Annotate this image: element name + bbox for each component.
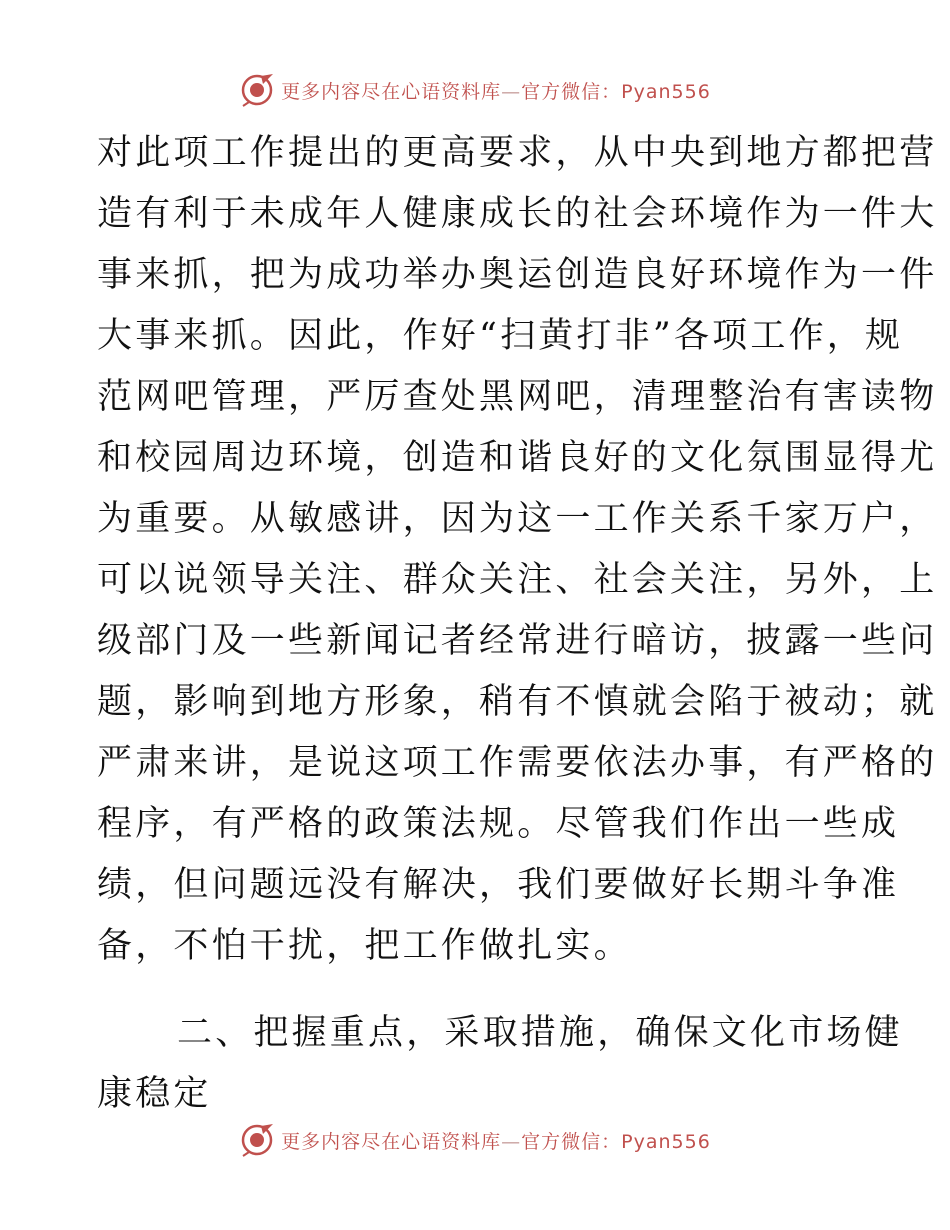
body-line: 造有利于未成年人健康成长的社会环境作为一件大 xyxy=(97,194,938,234)
body-line: 事来抓，把为成功举办奥运创造良好环境作为一件 xyxy=(97,255,938,295)
body-line: 大事来抓。因此，作好“扫黄打非”各项工作，规 xyxy=(97,316,904,356)
banner-official-text: 官方微信：Pyan556 xyxy=(521,80,711,103)
body-line: 可以说领导关注、群众关注、社会关注，另外，上 xyxy=(97,560,938,600)
banner-main-text: 更多内容尽在心语资料库 xyxy=(281,1130,502,1153)
document-body xyxy=(97,123,938,1125)
feather-pen-logo-icon xyxy=(239,72,275,108)
footer-watermark-banner xyxy=(0,1120,950,1160)
section-heading: 二、把握重点，采取措施，确保文化市场健 xyxy=(177,1013,903,1053)
section-heading-continuation: 康稳定 xyxy=(97,1074,212,1114)
body-line: 级部门及一些新闻记者经常进行暗访，披露一些问 xyxy=(97,621,938,661)
body-line: 为重要。从敏感讲，因为这一工作关系千家万户， xyxy=(97,499,938,539)
banner-separator: — xyxy=(501,80,522,103)
header-watermark-banner xyxy=(0,70,950,110)
body-line: 程序，有严格的政策法规。尽管我们作出一些成 xyxy=(97,804,900,844)
body-line: 备，不怕干扰，把工作做扎实。 xyxy=(97,926,632,966)
body-line: 严肃来讲，是说这项工作需要依法办事，有严格的 xyxy=(97,743,938,783)
body-line: 题，影响到地方形象，稍有不慎就会陷于被动；就 xyxy=(97,682,938,722)
banner-separator: — xyxy=(501,1130,522,1153)
body-line: 对此项工作提出的更高要求，从中央到地方都把营 xyxy=(97,133,938,173)
body-line: 绩，但问题远没有解决，我们要做好长期斗争准 xyxy=(97,865,900,905)
body-line: 和校园周边环境，创造和谐良好的文化氛围显得尤 xyxy=(97,438,938,478)
feather-pen-logo-icon xyxy=(239,1122,275,1158)
banner-official-text: 官方微信：Pyan556 xyxy=(521,1130,711,1153)
body-line: 范网吧管理，严厉查处黑网吧，清理整治有害读物 xyxy=(97,377,938,417)
paragraph-gap xyxy=(97,977,857,1003)
banner-main-text: 更多内容尽在心语资料库 xyxy=(281,80,502,103)
